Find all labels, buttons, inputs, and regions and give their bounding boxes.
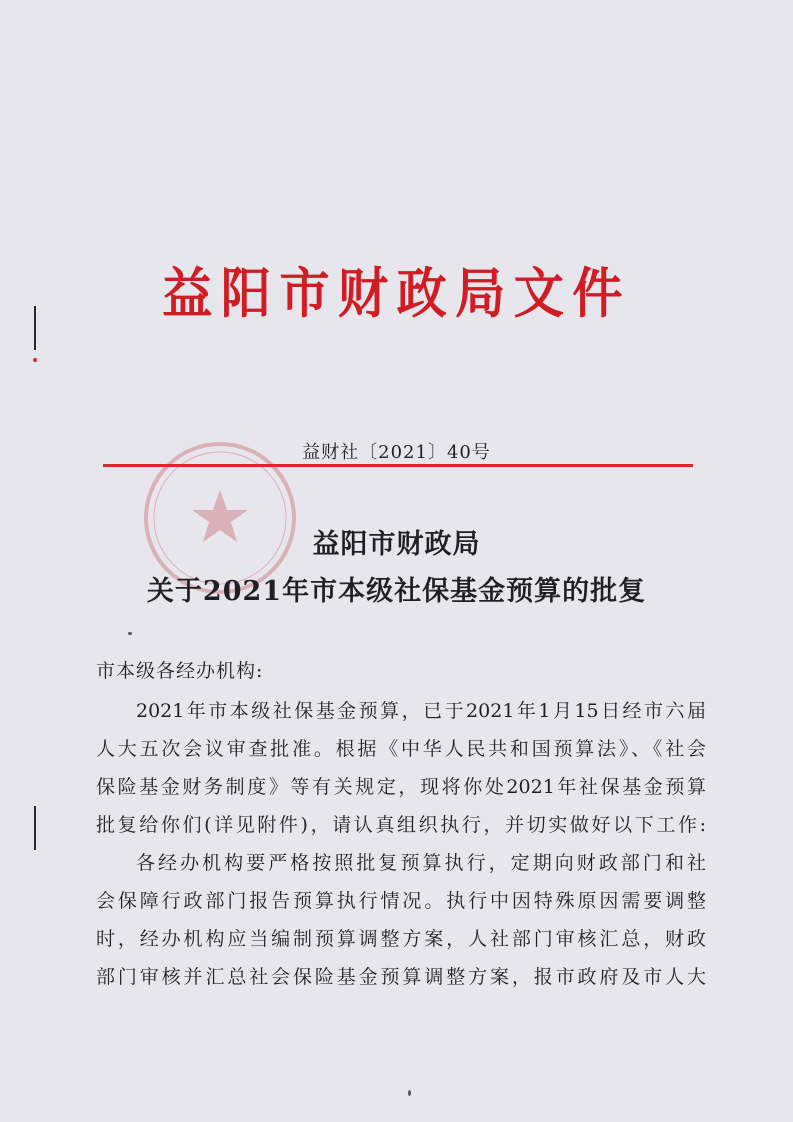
- salutation: 市本级各经办机构:: [96, 660, 264, 682]
- margin-dot: [33, 358, 37, 362]
- document-number: 益财社〔2021〕40号: [302, 442, 491, 463]
- paragraph-line: 保险基金财务制度》等有关规定，现将你处2021年社保基金预算: [96, 776, 706, 798]
- paragraph-line: 各经办机构要严格按照批复预算执行，定期向财政部门和社: [136, 852, 706, 874]
- paragraph-line: 时，经办机构应当编制预算调整方案，人社部门审核汇总，财政: [96, 928, 706, 950]
- paragraph-2: [96, 844, 706, 996]
- paragraph-line: 批复给你们(详见附件)，请认真组织执行，并切实做好以下工作:: [96, 814, 706, 836]
- paragraph-line: 会保障行政部门报告预算执行情况。执行中因特殊原因需要调整: [96, 890, 706, 912]
- document-title-subject: 关于2021年市本级社保基金预算的批复: [146, 576, 647, 607]
- margin-mark-bottom: [34, 806, 36, 850]
- document-title-issuer: 益阳市财政局: [312, 529, 481, 560]
- red-divider-rule: [103, 464, 693, 467]
- paragraph-line: 人大五次会议审查批准。根据《中华人民共和国预算法》、《社会: [96, 738, 706, 760]
- paragraph-1: [96, 692, 706, 844]
- scan-speck: [408, 1090, 411, 1096]
- paragraph-line: 2021年市本级社保基金预算，已于2021年1月15日经市六届: [136, 700, 706, 722]
- masthead-title: 益阳市财政局文件: [162, 261, 631, 325]
- scan-speck: [128, 632, 132, 635]
- paragraph-line: 部门审核并汇总社会保险基金预算调整方案，报市政府及市人大: [96, 966, 706, 988]
